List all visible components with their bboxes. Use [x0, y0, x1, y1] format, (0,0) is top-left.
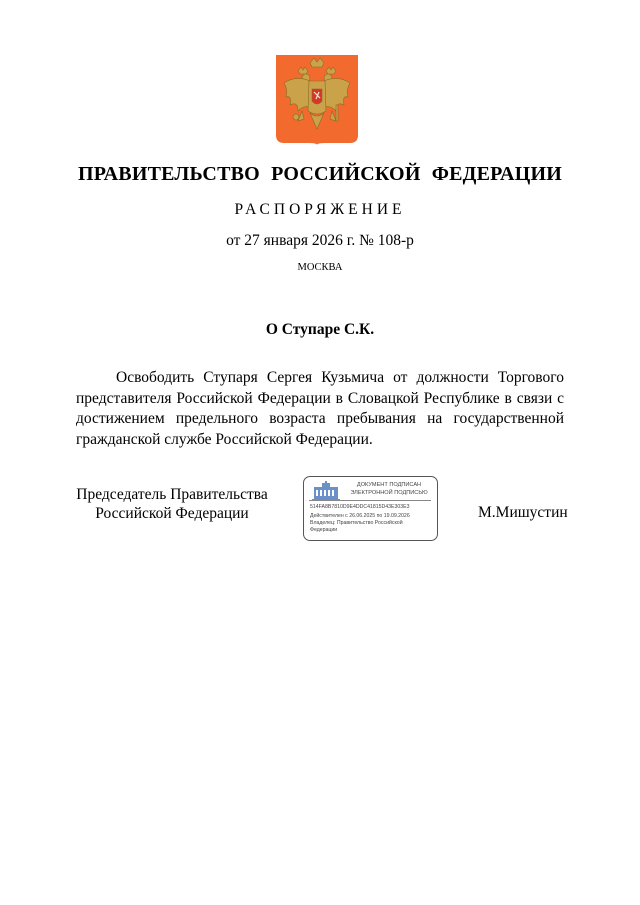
stamp-title	[344, 482, 434, 497]
signer-position-line2: Российской Федерации	[95, 505, 249, 522]
stamp-title-line1: ДОКУМЕНТ ПОДПИСАН	[356, 482, 422, 488]
signer-name: М.Мишустин	[478, 504, 568, 521]
stamp-owner-line2: Федерации	[310, 526, 338, 533]
electronic-signature-stamp	[303, 476, 438, 541]
stamp-certificate: 514FA8B7810D9E4DDC41815D43E303E3	[310, 504, 410, 510]
document-type: РАСПОРЯЖЕНИЕ	[234, 201, 406, 218]
government-title: ПРАВИТЕЛЬСТВО РОССИЙСКОЙ ФЕДЕРАЦИИ	[78, 163, 562, 185]
document-subject: О Ступаре С.К.	[265, 321, 375, 338]
document-body: Освободить Ступаря Сергея Кузьмича от должности Торгового представителя Российской Федерации в Словацкой Республике в связи с достижением предельного возраста пребывания на государственной гражданской службе Российской Федерации.	[76, 369, 564, 448]
stamp-title-line2: ЭЛЕКТРОННОЙ ПОДПИСЬЮ	[350, 489, 428, 496]
signer-position	[72, 485, 272, 523]
stamp-divider	[309, 500, 431, 501]
government-building-icon	[311, 481, 341, 501]
document-city: МОСКВА	[297, 262, 343, 273]
document-date-number: от 27 января 2026 г. № 108-р	[226, 232, 414, 249]
signer-position-line1: Председатель Правительства	[76, 486, 268, 503]
stamp-owner-line1: Владелец: Правительство Российской	[310, 520, 403, 526]
stamp-validity: Действителен с 26.06.2025 по 19.09.2026	[310, 513, 410, 519]
coat-of-arms-icon	[276, 55, 358, 145]
